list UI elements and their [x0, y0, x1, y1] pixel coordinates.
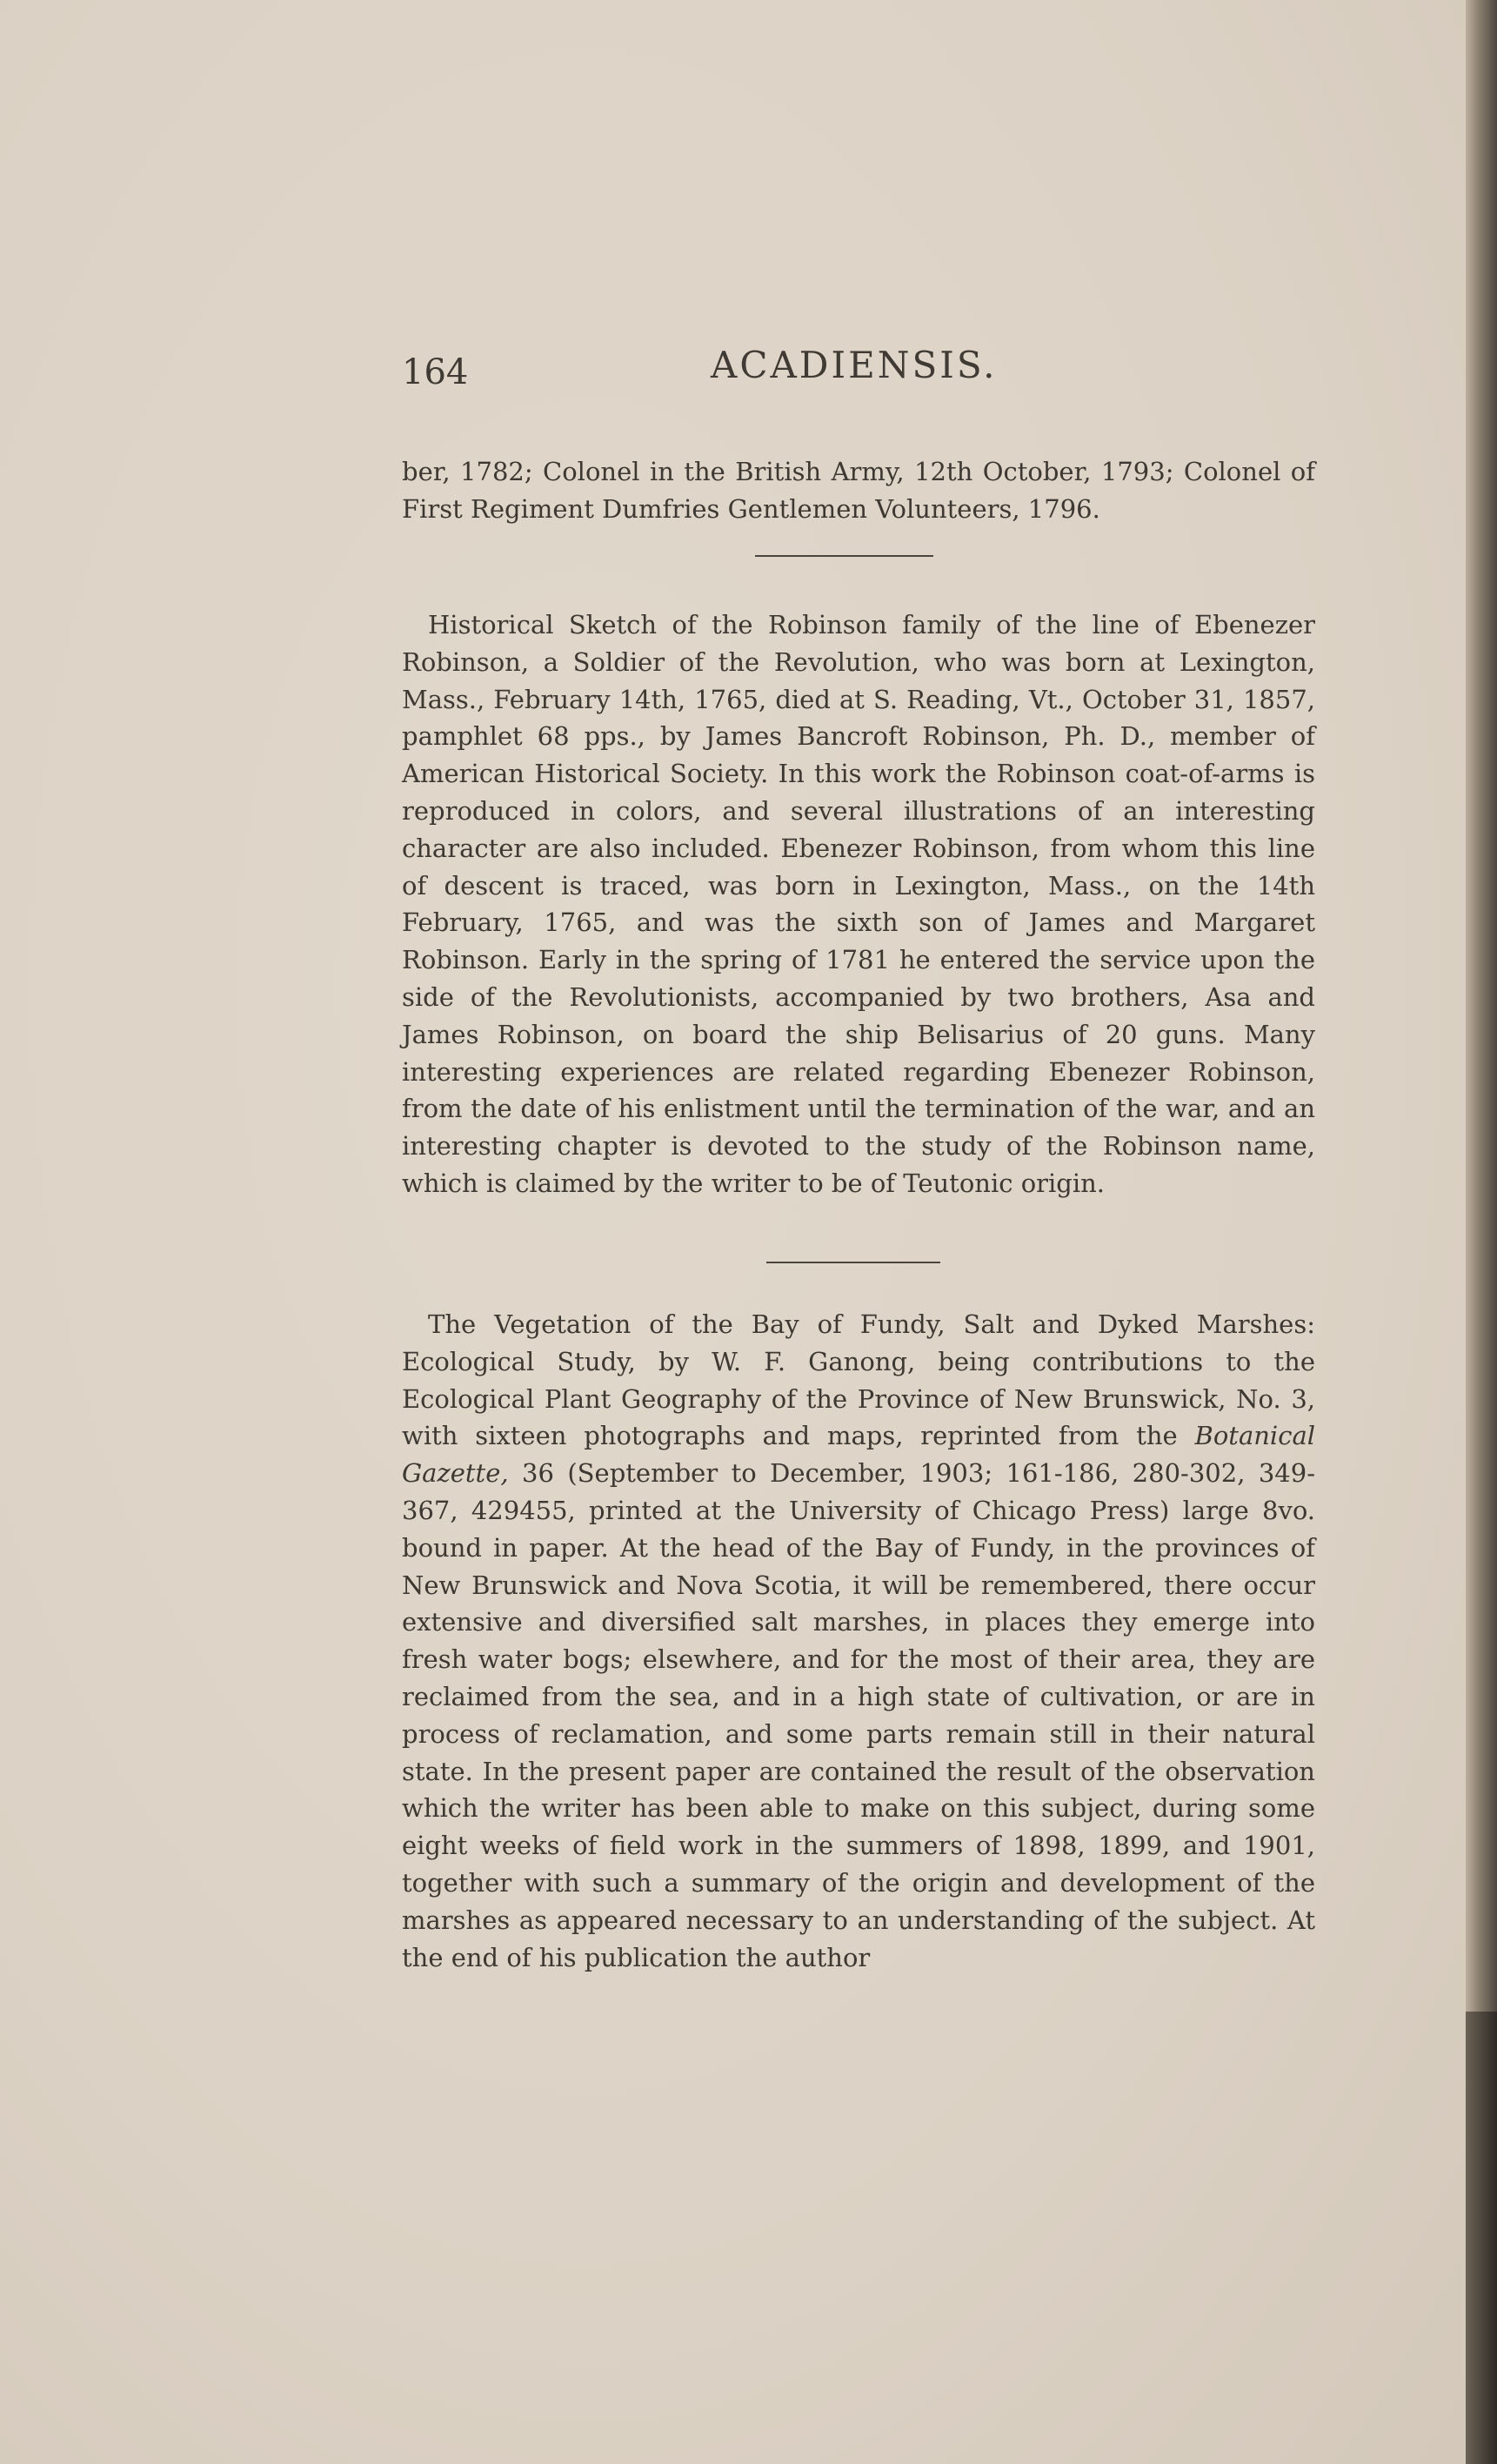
page-header [402, 344, 1315, 405]
book-page-edge [1466, 0, 1497, 2464]
journal-title: Botanical Gazette, [402, 1421, 1316, 1489]
paragraph-ganong-review [402, 1306, 1315, 1976]
paragraph-text: 36 (September to December, 1903; 161-186, 280-302, 349-367, 429455, printed at the University of Chicago Press) large 8vo. bound in paper. At the head of the Bay of Fundy, in the provinces of New Brunswick and Nova Scotia, it will be remembered, there occur extensive and diversified salt marshes, in places they emerge into fresh water bogs; elsewhere, and for the most of their area, they are reclaimed from the sea, and in a high state of cultivation, or are in process of reclamation, and some parts remain still in their natural state. In the present paper are contained the result of the observation which the writer has been able to make on this subject, during some eight weeks of field work in the summers of 1898, 1899, and 1901, together with such a summary of the origin and development of the marshes as appeared necessary to an understanding of the subject. At the end of his publication the author [402, 1458, 1315, 1972]
page-fold-shadow [1466, 2012, 1497, 2464]
section-divider [766, 1262, 940, 1263]
section-divider [755, 555, 933, 557]
paragraph-robinson-review: Historical Sketch of the Robinson family of the line of Ebenezer Robinson, a Soldier of the Revolution, who was born at Lexington, Mass., February 14th, 1765, died at S. Reading, Vt., October 31, 1857, pamphlet 68 pps., by James Bancroft Robinson, Ph. D., member of American Historical Society. In this work the Robinson coat-of-arms is reproduced in colors, and several illustrations of an interesting character are also included. Ebenezer Robinson, from whom this line of descent is traced, was born in Lexington, Mass., on the 14th February, 1765, and was the sixth son of James and Margaret Robinson. Early in the spring of 1781 he entered the service upon the side of the Revolutionists, accompanied by two brothers, Asa and James Robinson, on board the ship Belisarius of 20 guns. Many interesting experiences are related regarding Ebenezer Robinson, from the date of his enlistment until the termination of the war, and an interesting chapter is devoted to the study of the Robinson name, which is claimed by the writer to be of Teutonic origin. [402, 610, 1315, 1198]
page-number: 164 [402, 352, 469, 392]
running-head: ACADIENSIS. [711, 344, 998, 386]
paragraph-continuation: ber, 1782; Colonel in the British Army, 12th October, 1793; Colonel of First Regiment Dumfries Gentlemen Volunteers, 1796. [402, 457, 1315, 524]
paragraph-text: The Vegetation of the Bay of Fundy, Salt and Dyked Marshes: Ecological Study, by W. F. Ganong, being contributions to the Ecological Plant Geography of the Province of New Brunswick, No. 3, with sixteen photographs and maps, reprinted from the [402, 1309, 1315, 1451]
